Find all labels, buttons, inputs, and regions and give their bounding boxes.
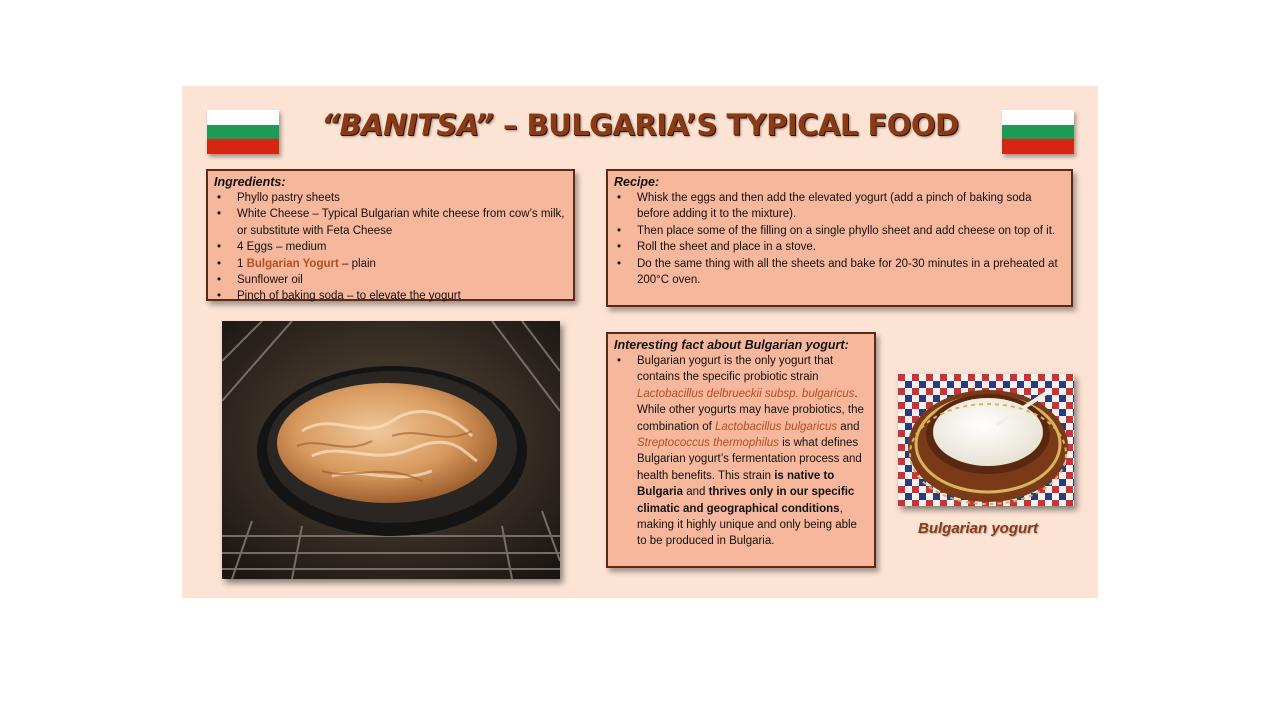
ingredient-highlight: Bulgarian Yogurt <box>246 257 339 270</box>
fact-box <box>606 332 876 568</box>
fact-text: Bulgarian yogurt is the only yogurt that contains the specific probiotic strain <box>637 355 834 384</box>
ingredient-text: Pinch of baking soda – to elevate the yogurt <box>237 290 461 303</box>
fact-text: , making it highly unique and only being able to be produced in Bulgaria. <box>637 502 857 548</box>
title-quoted: “BANITSA” <box>321 108 494 142</box>
banitsa-oven-image <box>222 321 560 579</box>
ingredient-text: 1 <box>237 257 247 270</box>
recipe-step: • Whisk the eggs and then add the elevated yogurt (add a pinch of baking soda before adding it to the mixture). <box>614 190 1065 223</box>
fact-bold: is native to Bulgaria <box>637 469 835 499</box>
banitsa-oven-photo <box>222 321 560 579</box>
fact-species: Lactobacillus bulgaricus <box>715 420 838 433</box>
ingredients-box <box>206 169 575 301</box>
ingredients-list <box>214 190 567 305</box>
ingredient-text: Phyllo pastry sheets <box>237 192 340 204</box>
ingredient-text: 4 Eggs – medium <box>237 241 327 254</box>
ingredient-item <box>214 256 567 272</box>
title-rest: – BULGARIA’S TYPICAL FOOD <box>493 108 959 142</box>
fact-list <box>614 353 868 550</box>
fact-text: . While other yogurts may have probiotics, the combination of <box>637 387 864 433</box>
recipe-step: • Roll the sheet and place in a stove. <box>614 239 1065 255</box>
fact-text: is what defines Bulgarian yogurt’s fermentation process and health benefits. This strain <box>637 437 862 482</box>
fact-species: Lactobacillus delbrueckii subsp. bulgaricus <box>637 387 855 400</box>
fact-species: Streptococcus thermophilus <box>637 437 779 450</box>
fact-bold: thrives only in our specific climatic and geographical conditions <box>637 486 855 515</box>
yogurt-photo <box>898 374 1074 506</box>
recipe-list <box>614 190 1065 288</box>
ingredients-heading: Ingredients: <box>214 175 286 189</box>
bulgarian-flag-left <box>207 110 279 154</box>
recipe-box <box>606 169 1073 307</box>
bulgarian-flag-right <box>1002 110 1074 154</box>
slide <box>182 86 1098 598</box>
recipe-step: • Then place some of the filling on a single phyllo sheet and add cheese on top of it. <box>614 223 1065 239</box>
page-title <box>294 108 986 142</box>
ingredient-item <box>214 272 567 288</box>
ingredient-item <box>214 190 567 206</box>
fact-item <box>614 353 868 550</box>
ingredient-text: White Cheese – Typical Bulgarian white cheese from cow’s milk, or substitute with Feta Cheese <box>237 208 565 237</box>
recipe-heading: Recipe: <box>614 175 660 189</box>
yogurt-bowl-image <box>898 374 1074 506</box>
ingredient-item <box>214 288 567 304</box>
fact-text: and <box>683 486 709 499</box>
ingredient-text: – plain <box>338 257 376 270</box>
ingredient-item <box>214 239 567 255</box>
recipe-step: • Do the same thing with all the sheets and bake for 20-30 minutes in a preheated at 200°C oven. <box>614 256 1065 289</box>
yogurt-caption: Bulgarian yogurt <box>918 520 1039 537</box>
fact-text: and <box>837 420 860 433</box>
ingredient-text: Sunflower oil <box>237 274 303 287</box>
fact-heading: Interesting fact about Bulgarian yogurt: <box>614 338 849 352</box>
ingredient-item <box>214 206 567 239</box>
